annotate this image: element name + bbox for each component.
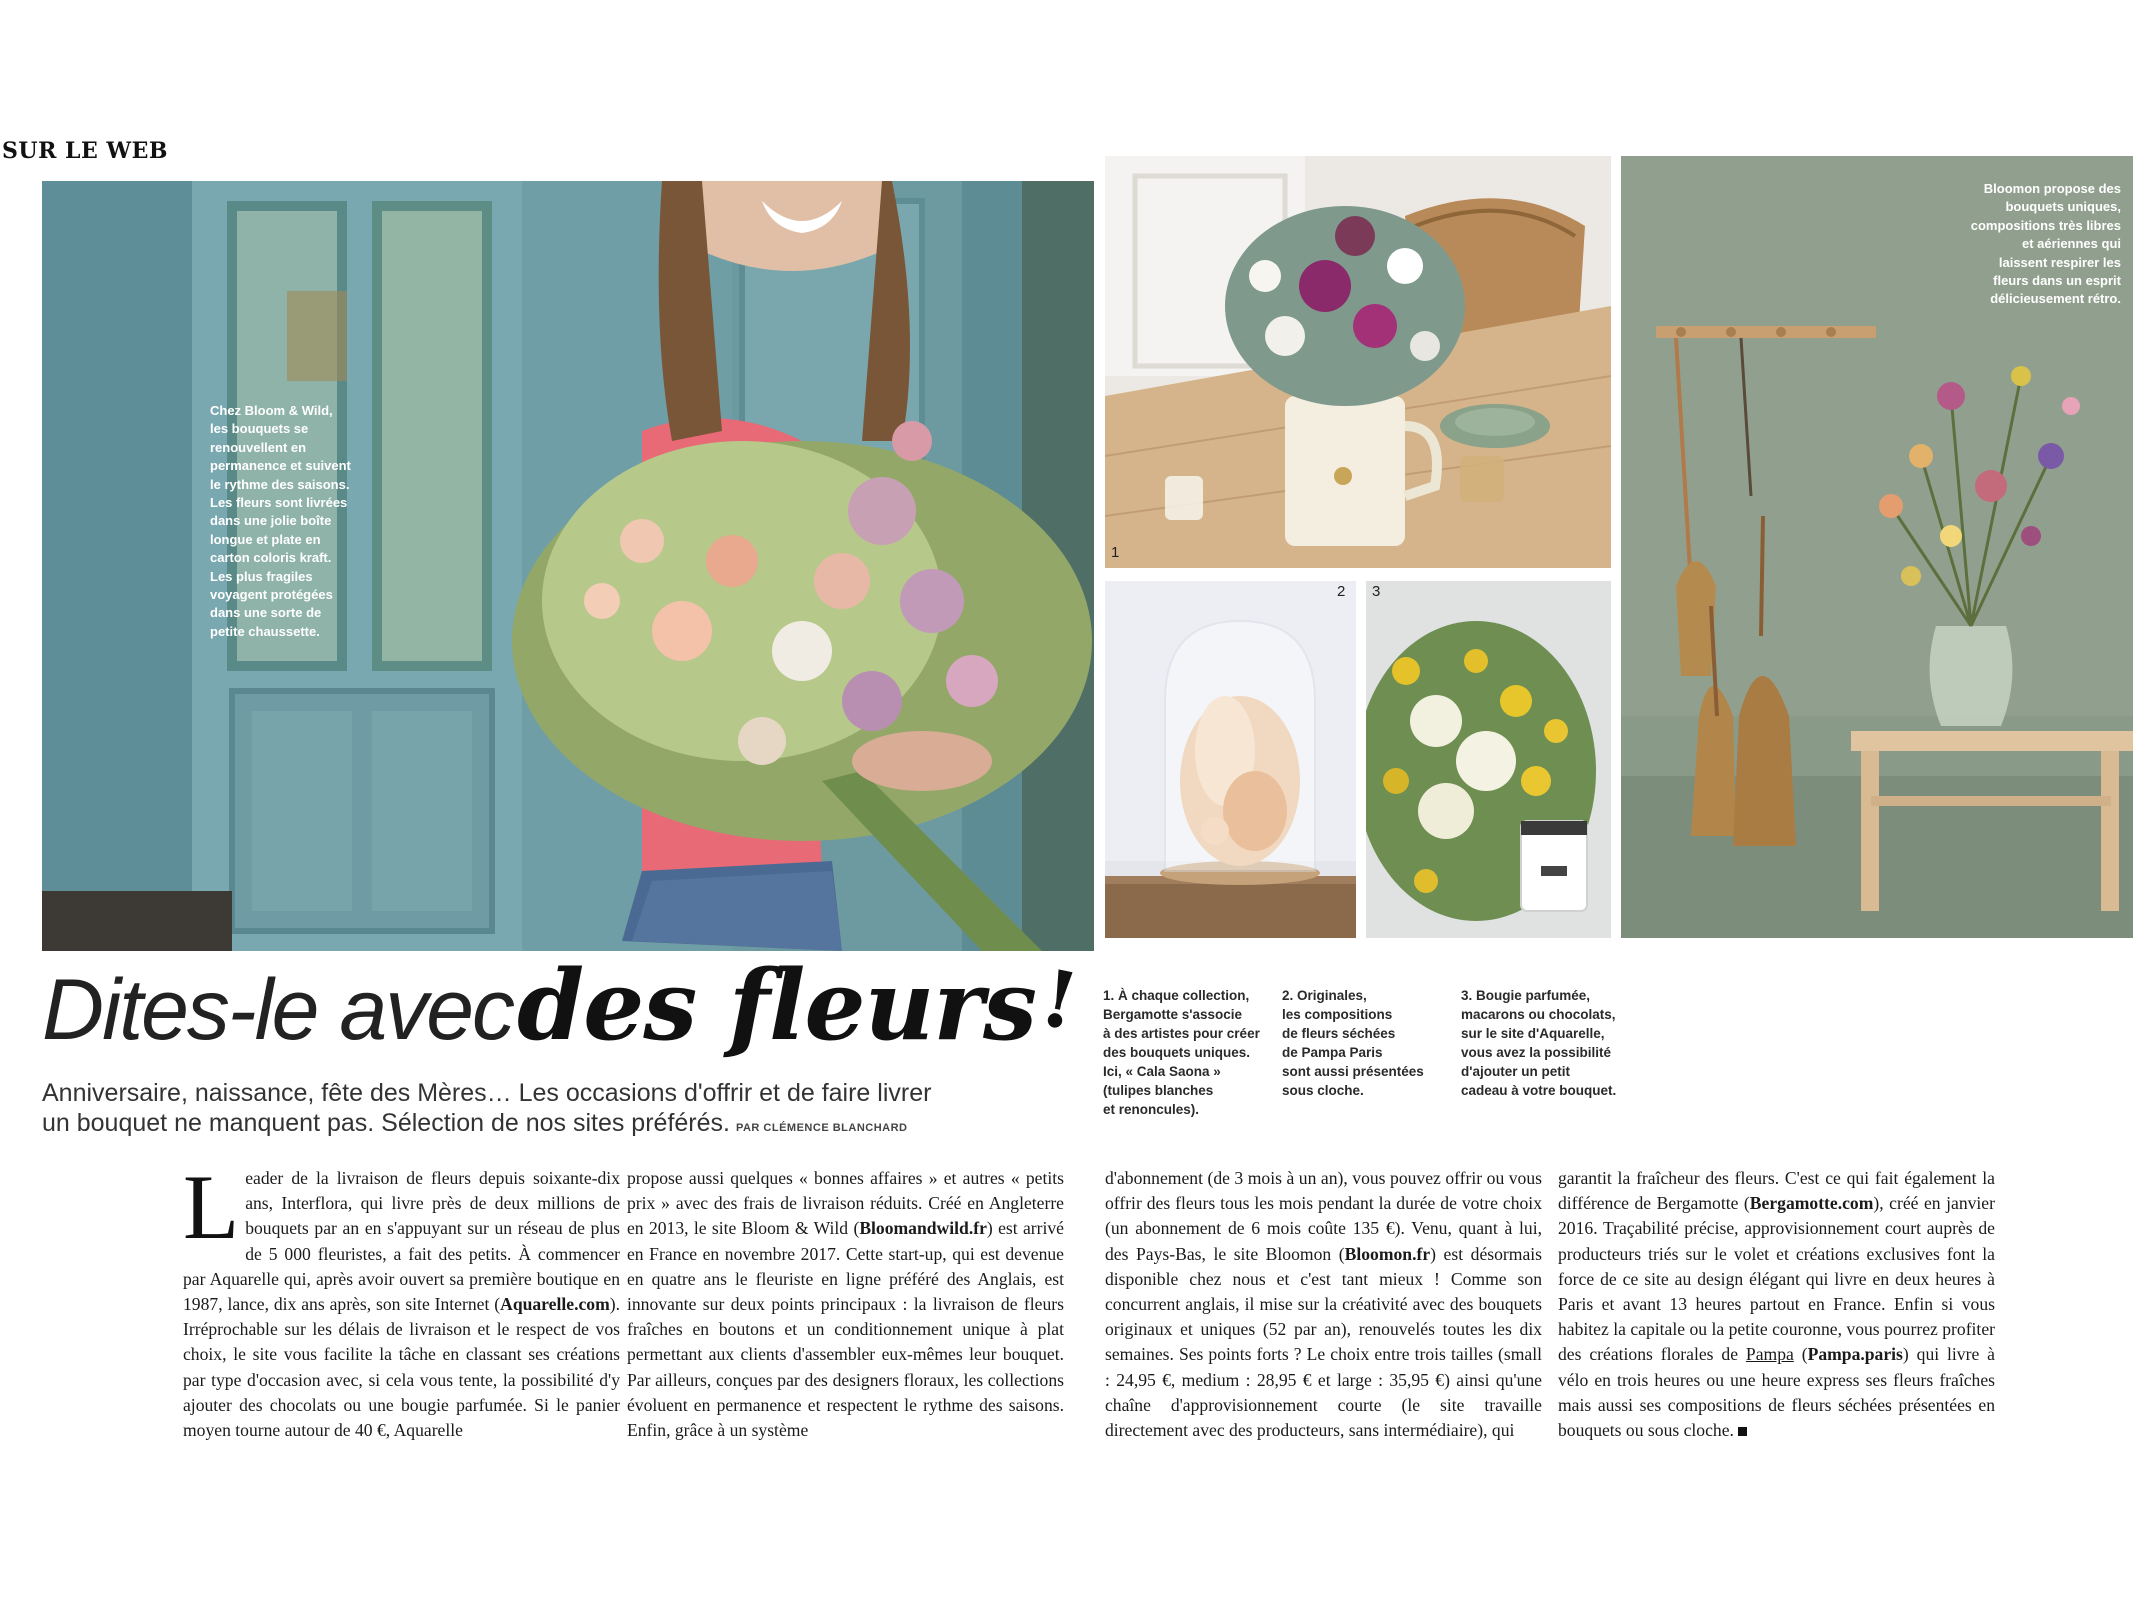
- standfirst-line-2-text: un bouquet ne manquent pas. Sélection de nos sites préférés.: [42, 1109, 730, 1137]
- site-name-aquarelle: Aquarelle.com: [500, 1294, 610, 1315]
- body-column-2: [627, 1166, 1064, 1443]
- body-text: d'abonnement (de 3 mois à un an), vous pouvez offrir ou vous offrir des fleurs tous les mois pendant la durée de votre choix (un abonnement de 6 mois coûte 135 €). Venu, quant à lui, des Pays-Bas, le site Bloomon (: [1105, 1168, 1542, 1264]
- body-text: ) est désormais disponible chez nous et c'est tant mieux ! Comme son concurrent anglais, il mise sur la créativité avec des bouquets originaux et uniques (52 par an), renouvelés toutes les dix semaines. Ses points forts ? Le choix entre trois tailles (small : 24,95 €, medium : 28,95 € et large : 35,95 €) ainsi qu'une chaîne d'approvisionnement courte (le site travaille directement avec des producteurs, sans intermédiaire), qui: [1105, 1243, 1542, 1441]
- body-text: propose aussi quelques « bonnes affaires » et autres « petits prix » avec des frais de livraison réduits. Créé en Angleterre en 2013, le site Bloom & Wild (: [627, 1168, 1064, 1239]
- body-text: garantit la fraîcheur des fleurs. C'est ce qui fait également la différence de Bergamotte (: [1558, 1168, 1995, 1214]
- section-rubric: SUR LE WEB: [2, 138, 168, 164]
- headline-bold: des fleurs: [517, 949, 1036, 1062]
- photo-woman-bouquet: [42, 181, 1094, 951]
- photo-bouquet-candle: [1366, 581, 1611, 938]
- body-column-3: [1105, 1166, 1542, 1443]
- body-text: eader de la livraison de fleurs depuis soixante-dix ans, Interflora, qui livre près de deux millions de bouquets par an en s'appuyant sur un réseau de plus de 5 000 fleuristes, a fait des petits. À commencer par Aquarelle qui, après avoir ouvert sa première boutique en 1987, lance, dix ans après, son site Internet (: [183, 1168, 620, 1315]
- body-paragraph-2: [627, 1166, 1064, 1443]
- body-paragraph-1: [183, 1156, 620, 1443]
- site-name-bloomandwild: Bloomandwild.fr: [859, 1218, 987, 1239]
- photo-caption-bloomon: Bloomon propose des bouquets uniques, compositions très libres et aériennes qui laissent respirer les fleurs dans un esprit délicieusement rétro.: [1970, 181, 2121, 307]
- standfirst: [42, 1078, 1102, 1143]
- photo-number-3: 3: [1372, 583, 1381, 600]
- body-text: ). Irréprochable sur les délais de livraison et le respect de vos choix, le site vous facilite la tâche en classant ses créations par type d'occasion avec, si cela vous tente, la possibilité d'y ajouter des chocolats ou une bougie parfumée. Si le panier moyen tourne autour de 40 €, Aquarelle: [183, 1294, 620, 1441]
- byline: PAR CLÉMENCE BLANCHARD: [735, 1122, 908, 1134]
- photo-jug-bouquet: [1105, 156, 1611, 568]
- headline-exclamation: !: [1033, 952, 1086, 1049]
- photo-number-1: 1: [1111, 544, 1120, 561]
- photo-number-2: 2: [1337, 583, 1346, 600]
- body-paragraph-3: [1105, 1166, 1542, 1443]
- body-paragraph-4: [1558, 1166, 1995, 1443]
- caption-3-aquarelle: 3. Bougie parfumée, macarons ou chocolats, sur le site d'Aquarelle, vous avez la possibilité d'ajouter un petit cadeau à votre bouquet.: [1461, 988, 1617, 1098]
- standfirst-line-2: [42, 1108, 1102, 1143]
- body-text: ) est arrivé en France en novembre 2017. Cette start-up, qui est devenue en quatre ans le fleuriste en ligne préféré des Anglais, est innovante sur deux points principaux : la livraison de fleurs fraîches en boutons et un conditionnement unique à plat permettant aux clients d'assembler eux-mêmes leur bouquet. Par ailleurs, conçues par des designers floraux, les collections évoluent en permanence et respectent le rythme des saisons. Enfin, grâce à un système: [627, 1218, 1064, 1441]
- pampa-underlined: Pampa: [1745, 1344, 1794, 1365]
- caption-2-pampa: 2. Originales, les compositions de fleurs séchées de Pampa Paris sont aussi présentées sous cloche.: [1282, 988, 1424, 1098]
- body-text: (: [1793, 1344, 1808, 1365]
- headline: [42, 949, 1086, 1062]
- body-text: ) qui livre à vélo en trois heures ou une heure express ses fleurs fraîches mais aussi ses compositions de fleurs séchées présentées en bouquets ou sous cloche.: [1558, 1344, 1995, 1441]
- end-of-article-mark: [1738, 1427, 1747, 1436]
- body-column-4: [1558, 1166, 1995, 1443]
- site-name-bergamotte: Bergamotte.com: [1749, 1193, 1874, 1214]
- body-column-1: [183, 1156, 620, 1443]
- drop-cap: L: [183, 1156, 240, 1258]
- caption-1-bergamotte: 1. À chaque collection, Bergamotte s'associe à des artistes pour créer des bouquets uniques. Ici, « Cala Saona » (tulipes blanches et renoncules).: [1103, 988, 1260, 1117]
- photo-bloomon-interior: [1621, 156, 2133, 938]
- photo-caption-bloom-wild: Chez Bloom & Wild, les bouquets se renouvellent en permanence et suivent le rythme des saisons. Les fleurs sont livrées dans une jolie boîte longue et plate en carton coloris kraft. Les plus fragiles voyagent protégées dans une sorte de petite chaussette.: [210, 403, 351, 639]
- standfirst-line-1: Anniversaire, naissance, fête des Mères… Les occasions d'offrir et de faire livrer: [42, 1079, 932, 1107]
- site-name-bloomon: Bloomon.fr: [1344, 1243, 1431, 1264]
- headline-light: Dites-le avec: [42, 962, 514, 1058]
- site-name-pampa: Pampa.paris: [1807, 1344, 1903, 1365]
- photo-dried-flowers-cloche: [1105, 581, 1356, 938]
- body-text: ), créé en janvier 2016. Traçabilité précise, approvisionnement court auprès de producteurs triés sur le volet et créations exclusives font la force de ce site au design élégant qui livre en deux heures à Paris et avant 13 heures partout en France. Enfin si vous habitez la capitale ou la petite couronne, vous pourrez profiter des créations florales de: [1558, 1193, 1995, 1365]
